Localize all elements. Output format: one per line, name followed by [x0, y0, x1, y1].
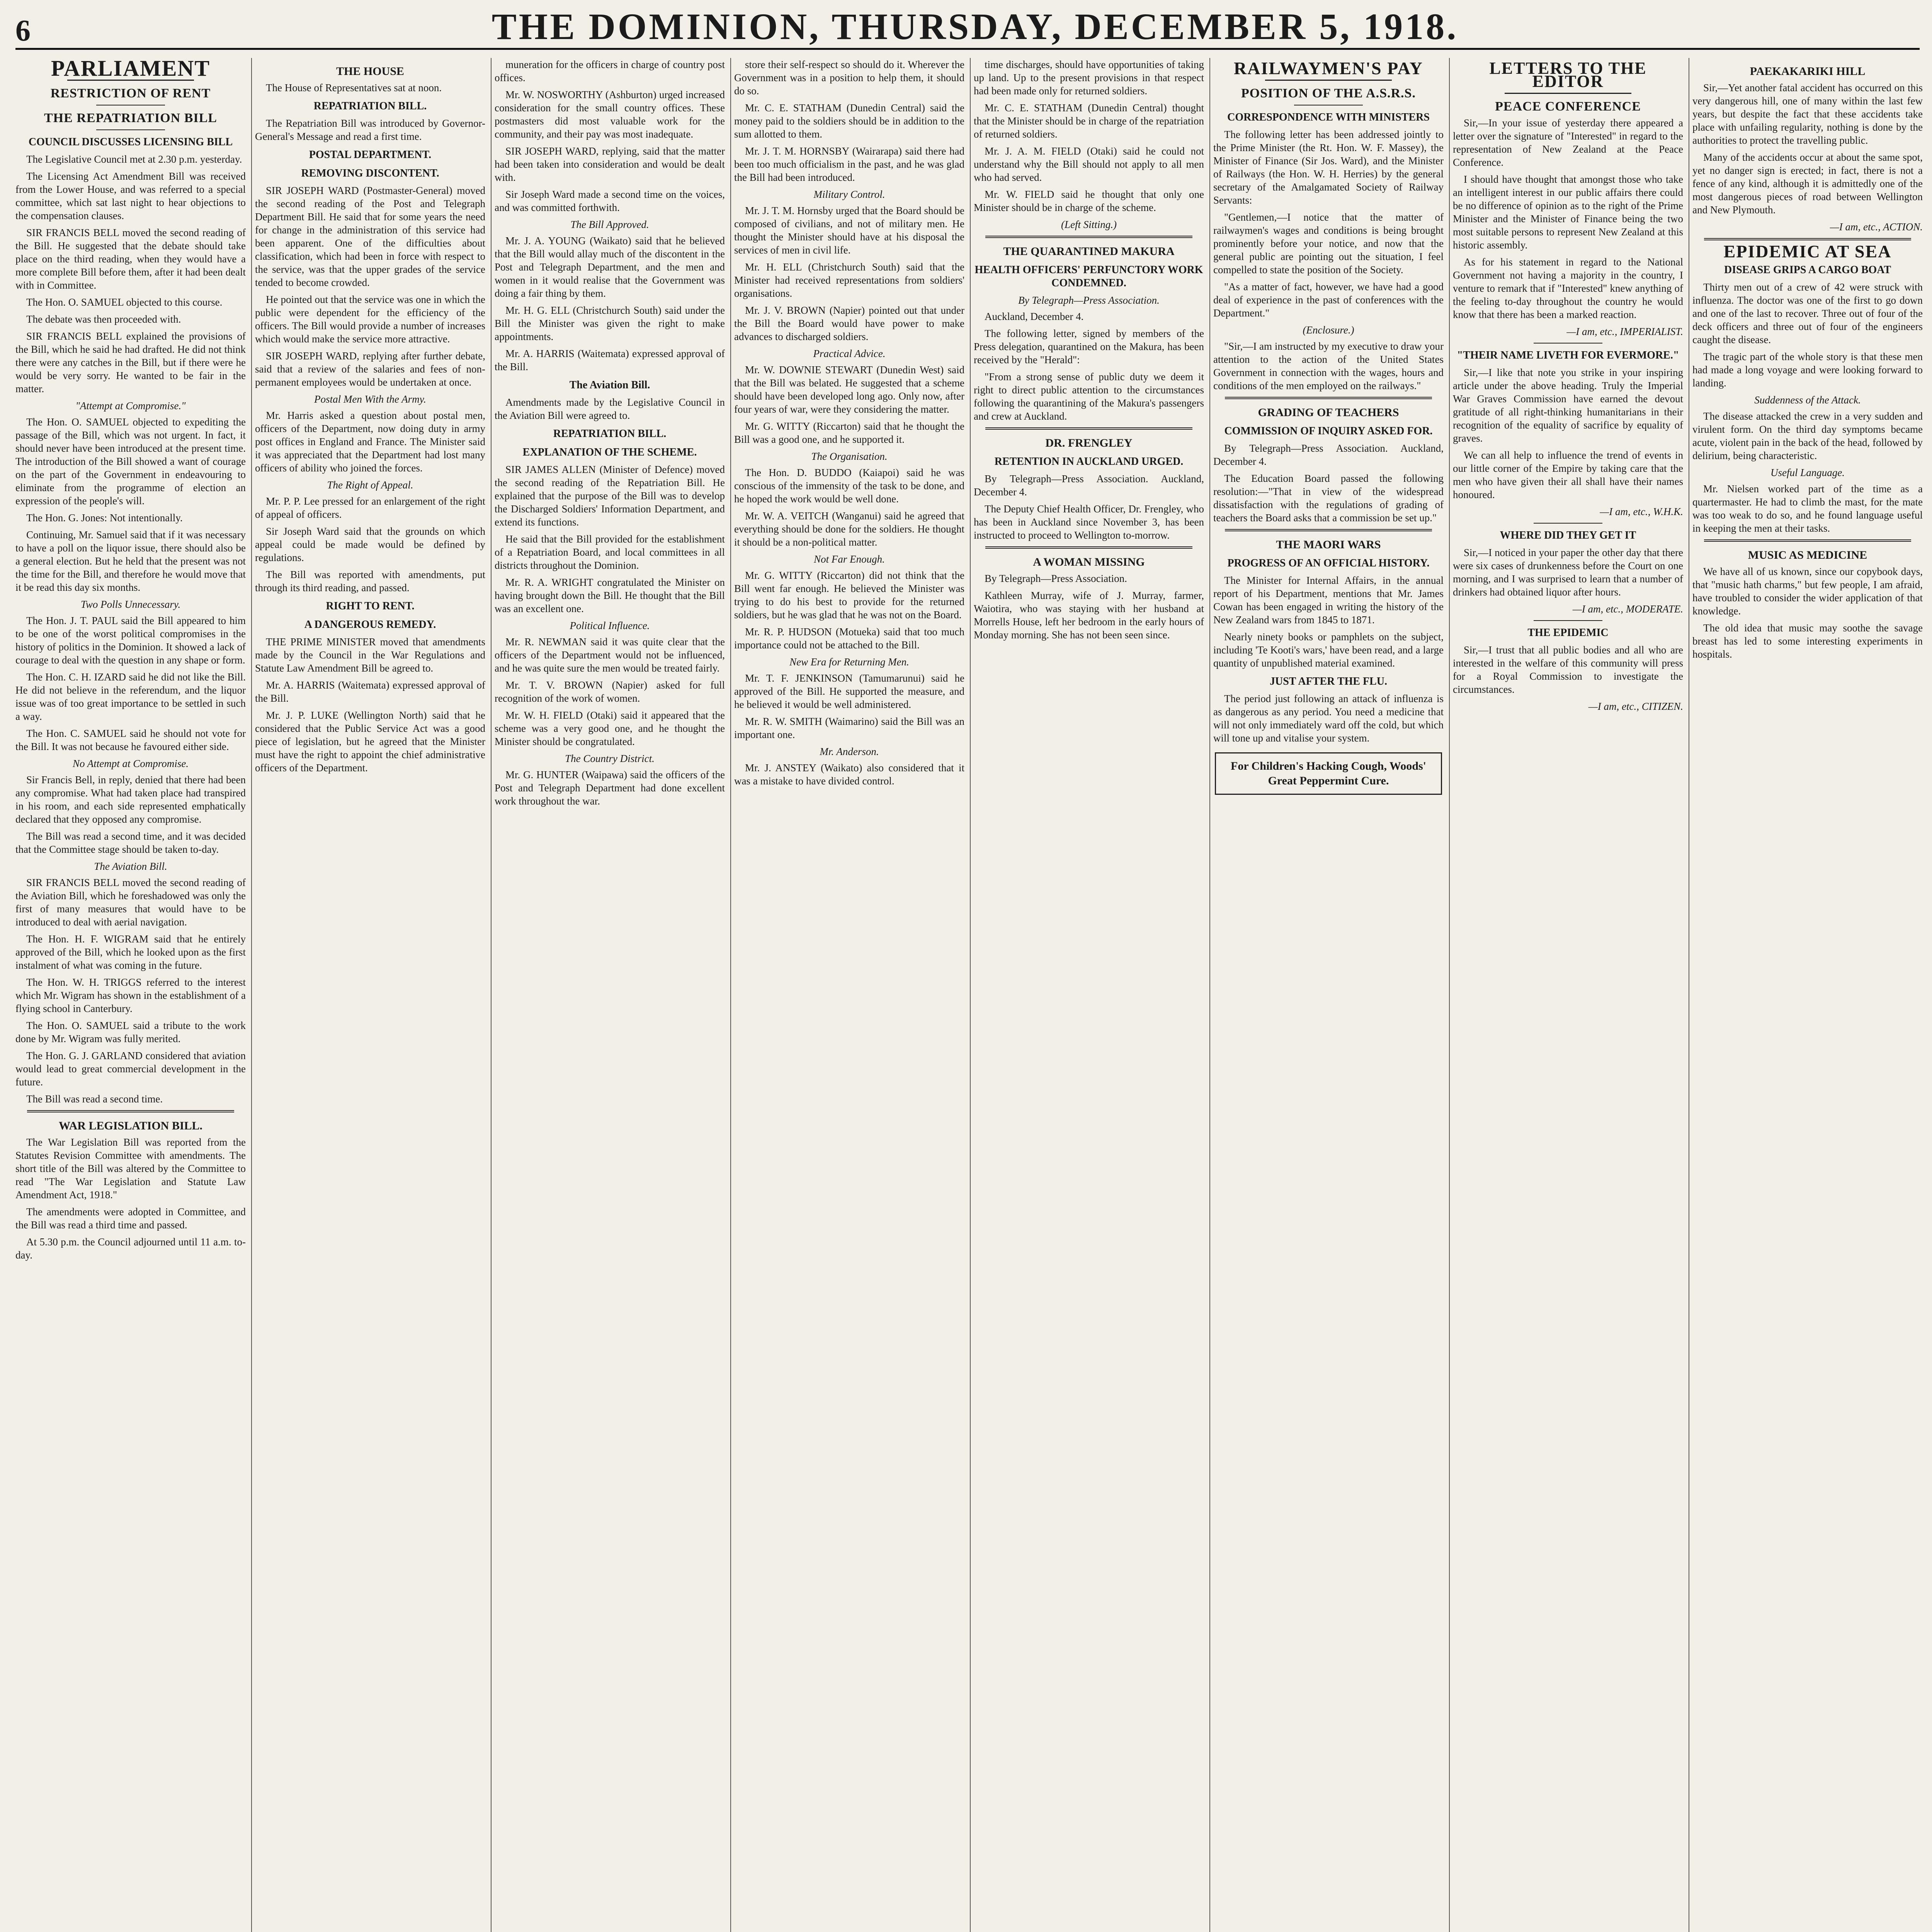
paragraph: SIR JOSEPH WARD (Postmaster-General) moved the second reading of the Post and Telegraph Department Bill. He said that for some years the need for change in the administration of this service had been apparent. One of the difficulties about classification, which had been in force with respect to the service, was that the upper grades of the service tended to become crowded.: [255, 185, 485, 288]
rule: [1534, 523, 1603, 524]
paragraph: Mr. T. F. JENKINSON (Tamumarunui) said he approved of the Bill. He supported the measure, and he believed it would be well administered.: [734, 672, 964, 710]
subheading: The Country District.: [565, 753, 655, 764]
subheading: "Attempt at Compromise.": [75, 400, 186, 412]
paragraph: Mr. C. E. STATHAM (Dunedin Central) said the money paid to the soldiers should be in addition to the sum allotted to them.: [734, 102, 964, 140]
section-heading-parliament: PARLIAMENT: [51, 58, 211, 81]
subheading: WHERE DID THEY GET IT: [1500, 529, 1636, 541]
paragraph: Sir Francis Bell, in reply, denied that there had been any compromise. What had taken place had transpired in his room, and each side represented emphatically declared that they opposed any compromise.: [15, 774, 246, 825]
paragraph: The War Legislation Bill was reported from the Statutes Revision Committee with amendments. The short title of the Bill was altered by the Committee to read "The War Legislation and Statute Law Amendment Act, 1918.": [15, 1136, 246, 1201]
rule: [1534, 343, 1603, 344]
rule: [1704, 238, 1911, 240]
paragraph: Mr. T. V. BROWN (Napier) asked for full recognition of the work of women.: [495, 679, 725, 704]
subheading: Suddenness of the Attack.: [1754, 394, 1861, 406]
subheading: Practical Advice.: [813, 348, 886, 359]
paragraph: "As a matter of fact, however, we have had a good deal of experience in the past of conferences with the Department.": [1213, 281, 1444, 319]
paragraph: The Licensing Act Amendment Bill was received from the Lower House, and was referred to a special committee, which sat last night to hear objections to the compensation clauses.: [15, 170, 246, 221]
paragraph: The disease attacked the crew in a very sudden and virulent form. On the third day symptoms became acute, violent pain in the back of the head, followed by delirium, being characteristic.: [1692, 410, 1923, 461]
rule: [27, 1110, 234, 1112]
subheading: CORRESPONDENCE WITH MINISTERS: [1227, 111, 1430, 123]
letter-signature: —I am, etc., W.H.K.: [1600, 506, 1683, 517]
paragraph: Mr. Nielsen worked part of the time as a quartermaster. He had to climb the mast, for the mate was too weak to do so, and he found language useful in keeping the men at their tasks.: [1692, 483, 1923, 534]
paragraph: By Telegraph—Press Association.: [985, 573, 1127, 584]
paragraph: Mr. G. HUNTER (Waipawa) said the officers of the Post and Telegraph Department had done excellent work throughout the war.: [495, 769, 725, 807]
paragraph: "Gentlemen,—I notice that the matter of railwaymen's wages and conditions is being brought prominently before your notice, and now that the general public are pointing out the situation, I feel compelled to state the position of the Society.: [1213, 211, 1444, 276]
paragraph: The Repatriation Bill was introduced by Governor-General's Message and read a first time.: [255, 117, 485, 142]
subheading: New Era for Returning Men.: [789, 656, 909, 668]
page-number: 6: [15, 14, 31, 47]
subheading: Mr. Anderson.: [820, 746, 879, 757]
paragraph: The Minister for Internal Affairs, in the annual report of his Department, mentions that Mr. James Cowan has been engaged in writing the history of the New Zealand wars from 1845 to 1871.: [1213, 575, 1444, 626]
paragraph: Mr. J. A. YOUNG (Waikato) said that he believed that the Bill would allay much of the discontent in the Post and Telegraph Department, and the men and women in it would realise that the Government was doing a fair thing by them.: [495, 235, 725, 299]
paragraph: Kathleen Murray, wife of J. Murray, farmer, Waiotira, who was staying with her husband at Morrells House, left her bedroom in the early hours of Monday morning. She has not been seen since.: [974, 590, 1204, 641]
subheading: RIGHT TO RENT.: [326, 600, 415, 612]
subheading: The Right of Appeal.: [327, 479, 413, 491]
subheadline-licensing: COUNCIL DISCUSSES LICENSING BILL: [28, 136, 233, 148]
paragraph: SIR FRANCIS BELL moved the second reading of the Bill. He suggested that the debate should take place on the third reading, when they would have a more complete Bill before them, after it had been dealt with in Committee.: [15, 227, 246, 291]
paragraph: Mr. J. ANSTEY (Waikato) also considered that it was a mistake to have divided control.: [734, 762, 964, 787]
headline-war-legislation: WAR LEGISLATION BILL.: [58, 1119, 203, 1132]
headline-letters-to-editor: LETTERS TO THE EDITOR: [1489, 59, 1647, 91]
paragraph: SIR FRANCIS BELL explained the provisions of the Bill, which he said he had drafted. He did not think there were any catches in the Bill, but if there were he would be very sorry. He wanted to be fair in the matter.: [15, 330, 246, 395]
subheading: Two Polls Unnecessary.: [80, 599, 181, 610]
paragraph: Sir Joseph Ward said that the grounds on which appeal could be made would be defined by regulations.: [255, 526, 485, 563]
paragraph: Mr. A. HARRIS (Waitemata) expressed approval of the Bill.: [255, 679, 485, 704]
paragraph: Mr. G. WITTY (Riccarton) said that he thought the Bill was a good one, and he supported it.: [734, 420, 964, 445]
rule: [1505, 93, 1631, 94]
column-7: [1453, 58, 1689, 1932]
subheading: REMOVING DISCONTENT.: [301, 167, 439, 179]
paragraph: Mr. W. DOWNIE STEWART (Dunedin West) said that the Bill was belated. He suggested that a scheme should have been developed long ago. Only now, after four years of war, were they considering the matter.: [734, 364, 964, 415]
paragraph: Mr. W. NOSWORTHY (Ashburton) urged increased consideration for the small country offices. These postmasters did most valuable work for the community, and their pay was most inadequate.: [495, 89, 725, 140]
paragraph: Sir,—I trust that all public bodies and all who are interested in the welfare of this community will press for a Royal Commission to investigate the circumstances.: [1453, 644, 1683, 695]
headline-epidemic-at-sea: EPIDEMIC AT SEA: [1723, 242, 1892, 261]
paragraph: As for his statement in regard to the National Government not having a majority in the country, I venture to remark that if "Interested" knew anything of the feeling to-day throughout the country he would know that there has been a marked reaction.: [1453, 256, 1683, 320]
paragraph: The Hon. C. H. IZARD said he did not like the Bill. He did not believe in the referendum, and the liquor issue was of too great importance to be settled in such a way.: [15, 671, 246, 722]
paragraph: He said that the Bill provided for the establishment of a Repatriation Board, and local committees in all districts throughout the Dominion.: [495, 533, 725, 571]
subheading: The Aviation Bill.: [569, 379, 650, 391]
paragraph: Mr. H. ELL (Christchurch South) said that the Minister had received representations from soldiers' organisations.: [734, 261, 964, 299]
paragraph: We have all of us known, since our copybook days, that "music hath charms," but few people, I am afraid, have troubled to consider the wider application of that knowledge.: [1692, 566, 1923, 617]
rule: [1534, 620, 1603, 621]
headline-music-as-medicine: MUSIC AS MEDICINE: [1748, 549, 1867, 561]
column-2: [255, 58, 492, 1932]
paragraph: Continuing, Mr. Samuel said that if it was necessary to have a poll on the liquor issue, there should also be a general election. But he held that the present was not the time for the Bill, and therefore he would move that it be read this day six months.: [15, 529, 246, 593]
paragraph: Mr. A. HARRIS (Waitemata) expressed approval of the Bill.: [495, 348, 725, 372]
subheading: REPATRIATION BILL.: [553, 428, 667, 440]
subheading: THE EPIDEMIC: [1527, 627, 1609, 639]
subheading: DISEASE GRIPS A CARGO BOAT: [1724, 264, 1891, 276]
paragraph: Sir,—In your issue of yesterday there appeared a letter over the signature of "Interested" in regard to the representation of New Zealand at the Peace Conference.: [1453, 117, 1683, 168]
letter-signature: —I am, etc., ACTION.: [1830, 221, 1923, 233]
paragraph: Mr. J. P. LUKE (Wellington North) said that he considered that the Public Service Act was a good piece of legislation, but he agreed that the Minister must have the right to appoint the chief administrative officers of the Department.: [255, 709, 485, 774]
paragraph: Mr. G. WITTY (Riccarton) did not think that the Bill went far enough. He believed the Minister was trying to do his best to provide for the returned soldiers, but he was glad that he was not on the Board.: [734, 570, 964, 621]
paragraph: SIR JOSEPH WARD, replying after further debate, said that a review of the salaries and fees of non-permanent employees would be undertaken at once.: [255, 350, 485, 388]
subheading: Not Far Enough.: [814, 553, 885, 565]
headline-the-house: THE HOUSE: [336, 65, 404, 78]
column-8: [1692, 58, 1923, 1932]
paragraph: The Hon. O. SAMUEL said a tribute to the work done by Mr. Wigram was fully merited.: [15, 1020, 246, 1044]
subheading: The Organisation.: [811, 451, 888, 462]
paragraph: Mr. P. P. Lee pressed for an enlargement of the right of appeal of officers.: [255, 495, 485, 520]
paragraph: By Telegraph—Press Association. Auckland, December 4.: [974, 473, 1204, 498]
subheading: POSITION OF THE A.S.R.S.: [1241, 86, 1416, 100]
rule: [1265, 80, 1392, 81]
subheading: EXPLANATION OF THE SCHEME.: [522, 446, 697, 458]
subheading: COMMISSION OF INQUIRY ASKED FOR.: [1224, 425, 1433, 437]
paragraph: Mr. C. E. STATHAM (Dunedin Central) thought that the Minister should be in charge of the repatriation of returned soldiers.: [974, 102, 1204, 140]
headline-railwaymens-pay: RAILWAYMEN'S PAY: [1233, 58, 1423, 78]
letter-signature: —I am, etc., CITIZEN.: [1588, 701, 1683, 712]
paragraph: Mr. R. W. SMITH (Waimarino) said the Bill was an important one.: [734, 716, 964, 740]
subheading: JUST AFTER THE FLU.: [1270, 675, 1387, 687]
subheading: PROGRESS OF AN OFFICIAL HISTORY.: [1227, 557, 1430, 569]
paragraph: Mr. Harris asked a question about postal men, officers of the Department, now doing duty in army post offices in England and France. The Minister said it was appreciated that the Department had lost many officers of ability who joined the forces.: [255, 410, 485, 474]
paragraph: Mr. J. T. M. Hornsby urged that the Board should be composed of civilians, and not of military men. He thought the Minister should have at his disposal the services of men in civil life.: [734, 205, 964, 256]
paragraph: The Hon. D. BUDDO (Kaiapoi) said he was conscious of the immensity of the task to be done, and he hoped the work would be well done.: [734, 467, 964, 505]
paragraph: The Hon. G. J. GARLAND considered that aviation would lead to great commercial development in the future.: [15, 1050, 246, 1088]
paragraph: Mr. R. P. HUDSON (Motueka) said that too much importance could not be attached to the Bill.: [734, 626, 964, 651]
subheading: Postal Men With the Army.: [314, 393, 426, 405]
subheading: The Aviation Bill.: [94, 861, 167, 872]
dateline: By Telegraph—Press Association.: [1018, 294, 1160, 306]
paragraph: The Hon. O. SAMUEL objected to this course.: [26, 296, 223, 308]
paragraph: The following letter, signed by members of the Press delegation, quarantined on the Makura, has been received by the "Herald":: [974, 328, 1204, 366]
paragraph: time discharges, should have opportunities of taking up land. Up to the present provisions in that respect had been made only for returned soldiers.: [974, 59, 1204, 97]
paragraph: The Bill was reported with amendments, put through its third reading, and passed.: [255, 569, 485, 594]
column-4: [734, 58, 971, 1932]
paragraph: The House of Representatives sat at noon.: [266, 82, 442, 94]
paragraph: Mr. J. T. M. HORNSBY (Wairarapa) said there had been too much officialism in the past, and he was glad the Bill had been introduced.: [734, 145, 964, 183]
rule: [985, 427, 1192, 430]
paragraph: I should have thought that amongst those who take an intelligent interest in our public affairs there could be no difference of opinion as to the right of the Prime Minister and the Minister of Finance being the two most suitable persons to represent New Zealand at this historic assembly.: [1453, 173, 1683, 251]
subheading: The Bill Approved.: [570, 219, 649, 230]
rule: [1225, 397, 1432, 399]
subheading: No Attempt at Compromise.: [72, 758, 189, 769]
paragraph: The Hon. J. T. PAUL said the Bill appeared to him to be one of the worst political compromises in the history of politics in the Dominion. It showed a lack of courage to deal with the question in any shape or form.: [15, 615, 246, 666]
paragraph: The Hon. G. Jones: Not intentionally.: [26, 512, 183, 524]
paragraph: SIR FRANCIS BELL moved the second reading of the Aviation Bill, which he foreshadowed was only the first of many measures that would have to be introduced to deal with aerial navigation.: [15, 877, 246, 928]
subheading: RETENTION IN AUCKLAND URGED.: [994, 456, 1184, 468]
paragraph: The Hon. O. SAMUEL objected to expediting the passage of the Bill, which was not urgent. In fact, it should never have been introduced at the present time. The introduction of the Bill showed a want of courage on the part of the Government in endeavouring to eliminate from the programme of election an expression of the people's will.: [15, 416, 246, 507]
headline-paekakariki-hill: PAEKAKARIKI HILL: [1750, 65, 1866, 78]
paragraph: Mr. J. V. BROWN (Napier) pointed out that under the Bill the Board would have power to make advances to discharged soldiers.: [734, 304, 964, 342]
subheading: Political Influence.: [570, 620, 650, 631]
column-6: [1213, 58, 1450, 1932]
paragraph: Mr. W. H. FIELD (Otaki) said it appeared that the scheme was a very good one, and he thought the Minister should be congratulated.: [495, 709, 725, 747]
paragraph: Many of the accidents occur at about the same spot, yet no danger sign is erected; in fact, there is not a fence of any kind, although it is admittedly one of the most dangerous pieces of road between Wellington and New Plymouth.: [1692, 151, 1923, 216]
paragraph: Mr. J. A. M. FIELD (Otaki) said he could not understand why the Bill should not apply to all men who had served.: [974, 145, 1204, 183]
paragraph: Amendments made by the Legislative Council in the Aviation Bill were agreed to.: [495, 396, 725, 421]
paragraph: Sir Joseph Ward made a second time on the voices, and was committed forthwith.: [495, 189, 725, 213]
headline-dr-frengley: DR. FRENGLEY: [1045, 437, 1133, 449]
paragraph: "Sir,—I am instructed by my executive to draw your attention to the action of the United States Government in connection with the wages, hours and conditions of the men employed on the railways.": [1213, 340, 1444, 391]
paragraph: Sir,—Yet another fatal accident has occurred on this very dangerous hill, one of many within the last few years, but despite the fact that these accidents take place with unfailing regularity, nothing is done by the authorities to protect the travelling public.: [1692, 82, 1923, 146]
paragraph: Thirty men out of a crew of 42 were struck with influenza. The doctor was one of the first to go down and one of the last to recover. Three out of four of the deck officers and three out of four of the engineers caught the disease.: [1692, 281, 1923, 345]
paragraph: The Hon. H. F. WIGRAM said that he entirely approved of the Bill, which he looked upon as the first instalment of what was coming in the future.: [15, 933, 246, 971]
rule: [985, 546, 1192, 549]
paragraph: He pointed out that the service was one in which the public were dependent for the efficiency of the officers. The Bill would provide a number of increases which would make the service more attractive.: [255, 294, 485, 345]
paragraph: Mr. W. FIELD said he thought that only one Minister should be in charge of the scheme.: [974, 189, 1204, 213]
subheading: A DANGEROUS REMEDY.: [304, 619, 436, 631]
paragraph: Mr. W. A. VEITCH (Wanganui) said he agreed that everything should be done for the soldiers. He thought it should be a non-political matter.: [734, 510, 964, 548]
column-5: [974, 58, 1210, 1932]
paragraph: Mr. H. G. ELL (Christchurch South) said under the Bill the Minister was given the right to make appointments.: [495, 304, 725, 342]
subheading: (Left Sitting.): [1061, 219, 1117, 230]
rule: [1704, 539, 1911, 542]
paragraph: The Hon. C. SAMUEL said he should not vote for the Bill. It was not because he favoured either side.: [15, 728, 246, 752]
paragraph: Sir,—I like that note you strike in your inspiring article under the above heading. Truly the Imperial War Graves Commission have earned the devout gratitude of all right-thinking humanitarians in their recognition of the equality of sacrifice by equality of graves.: [1453, 367, 1683, 444]
headline-maori-wars: THE MAORI WARS: [1276, 538, 1381, 551]
headline-woman-missing: A WOMAN MISSING: [1033, 556, 1145, 568]
paragraph: The period just following an attack of influenza is as dangerous as any period. You need a medicine that will not only immediately ward off the cold, but which will tone up and vitalise your system.: [1213, 693, 1444, 744]
paragraph: The debate was then proceeded with.: [26, 313, 181, 325]
paragraph: We can all help to influence the trend of events in our little corner of the Empire by taking care that the men who have given their all shall have their names honoured.: [1453, 449, 1683, 500]
paragraph: The tragic part of the whole story is that these men had made a long voyage and were looking forward to landing.: [1692, 351, 1923, 389]
paragraph: The Bill was read a second time, and it was decided that the Committee stage should be taken to-day.: [15, 830, 246, 855]
rule: [96, 129, 165, 130]
paragraph: Sir,—I noticed in your paper the other day that there were six cases of drunkenness before the Court on one morning, and I was surprised to learn that a number of drinkers had obtained liquor after hours.: [1453, 547, 1683, 598]
paragraph: The amendments were adopted in Committee, and the Bill was read a third time and passed.: [15, 1206, 246, 1231]
advertisement-box: For Children's Hacking Cough, Woods' Great Peppermint Cure.: [1215, 752, 1442, 795]
paragraph: Mr. R. NEWMAN said it was quite clear that the officers of the Department would not be influenced, and he was quite sure the men would be treated fairly.: [495, 636, 725, 674]
paragraph: The Education Board passed the following resolution:—"That in view of the widespread dissatisfaction with the regulations of grading of teachers the Board asks that a commission be set up.": [1213, 473, 1444, 524]
paragraph: The Legislative Council met at 2.30 p.m. yesterday.: [26, 153, 242, 165]
paragraph: Mr. R. A. WRIGHT congratulated the Minister on having brought down the Bill. He thought that the Bill was an excellent one.: [495, 577, 725, 614]
subheading: HEALTH OFFICERS' PERFUNCTORY WORK CONDEMNED.: [975, 264, 1203, 289]
subheading: Useful Language.: [1770, 467, 1845, 478]
headline-quarantined-makura: THE QUARANTINED MAKURA: [1003, 245, 1175, 258]
subheading: Military Control.: [813, 189, 885, 200]
paragraph: Auckland, December 4.: [985, 311, 1084, 322]
paragraph: The Bill was read a second time.: [26, 1093, 163, 1105]
masthead: [15, 5, 1920, 50]
letter-signature: —I am, etc., MODERATE.: [1572, 603, 1683, 615]
paragraph: By Telegraph—Press Association. Auckland, December 4.: [1213, 442, 1444, 467]
paragraph: The old idea that music may soothe the savage breast has led to some interesting experiments in hospitals.: [1692, 622, 1923, 660]
subheading: REPATRIATION BILL.: [313, 100, 427, 112]
paragraph: The following letter has been addressed jointly to the Prime Minister (the Rt. Hon. W. F. Massey), the Minister of Finance (Sir Jos. Ward), and the Minister of Railways (the Hon. W. H. Herries) by the general secretary of the Amalgamated Society of Railway Servants:: [1213, 129, 1444, 206]
headline-restriction-of-rent: RESTRICTION OF RENT: [50, 86, 211, 100]
rule: [985, 236, 1192, 238]
rule: [1225, 529, 1432, 531]
paragraph: store their self-respect so should do it. Wherever the Government was in a position to help them, it should do so.: [734, 59, 964, 97]
letter-signature: —I am, etc., IMPERIALIST.: [1566, 326, 1683, 337]
paragraph: The Hon. W. H. TRIGGS referred to the interest which Mr. Wigram has shown in the establishment of a flying school in Canterbury.: [15, 976, 246, 1014]
paragraph: SIR JAMES ALLEN (Minister of Defence) moved the second reading of the Repatriation Bill. He explained that the purpose of the Bill was to develop the Discharged Soldiers' Information Department, and extend its functions.: [495, 464, 725, 528]
column-1: [15, 58, 252, 1932]
subheading: "THEIR NAME LIVETH FOR EVERMORE.": [1457, 349, 1679, 361]
column-3: [495, 58, 731, 1932]
paragraph: "From a strong sense of public duty we deem it right to direct public attention to the circumstances following the quarantining of the Makura's passengers and crew at Auckland.: [974, 371, 1204, 422]
headline-grading-of-teachers: GRADING OF TEACHERS: [1258, 406, 1399, 419]
paragraph: At 5.30 p.m. the Council adjourned until 11 a.m. to-day.: [15, 1236, 246, 1261]
subheading: POSTAL DEPARTMENT.: [309, 149, 432, 161]
paragraph: The Deputy Chief Health Officer, Dr. Frengley, who has been in Auckland since November 3, has been instructed to proceed to Wellington to-morrow.: [974, 503, 1204, 541]
headline-repatriation-bill: THE REPATRIATION BILL: [44, 111, 217, 125]
paragraph: Nearly ninety books or pamphlets on the subject, including 'Te Kooti's wars,' have been read, and a large quantity of unpublished material examined.: [1213, 631, 1444, 669]
paragraph: THE PRIME MINISTER moved that amendments made by the Council in the War Regulations and Statute Law Amendment Bill be agreed to.: [255, 636, 485, 674]
newspaper-title: THE DOMINION, THURSDAY, DECEMBER 5, 1918.: [492, 6, 1459, 47]
subheading: (Enclosure.): [1303, 324, 1354, 336]
paragraph: SIR JOSEPH WARD, replying, said that the matter had been taken into consideration and would be dealt with.: [495, 145, 725, 183]
subheading: PEACE CONFERENCE: [1495, 99, 1641, 114]
paragraph: muneration for the officers in charge of country post offices.: [495, 59, 725, 83]
